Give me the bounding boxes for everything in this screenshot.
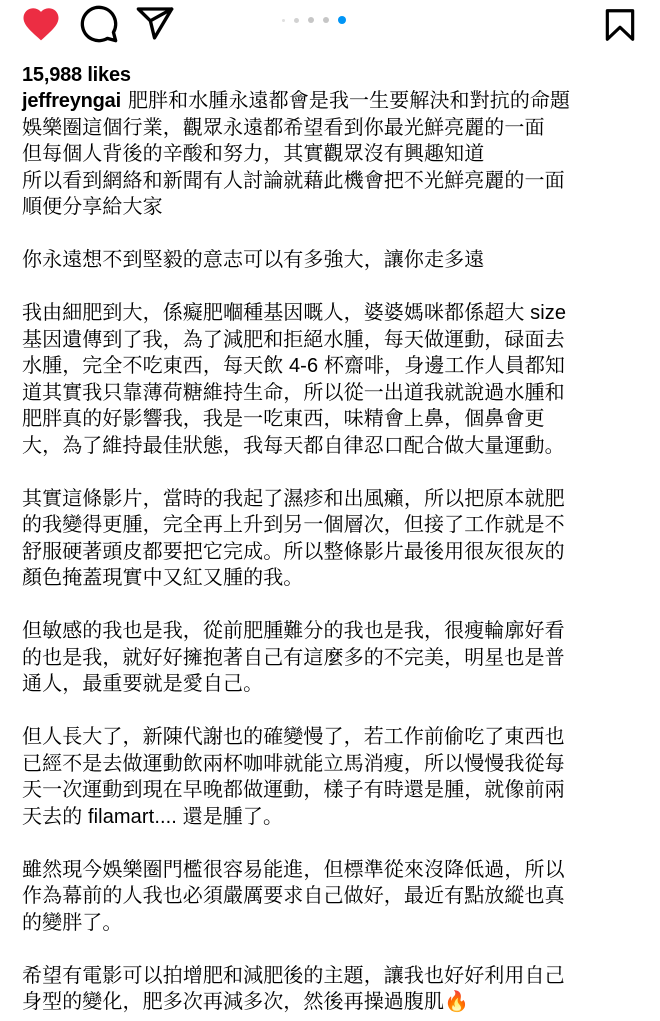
carousel-dot-4: [323, 17, 329, 23]
paragraph-gap: [22, 936, 640, 963]
paragraph-gap: [22, 592, 640, 619]
like-button[interactable]: [19, 3, 63, 45]
caption-line: 通人，最重要就是愛自己。: [22, 673, 264, 695]
caption-line: 舒服硬著頭皮都要把它完成。所以整條影片最後用很灰很灰的: [22, 540, 565, 563]
username-link[interactable]: jeffreyngai: [22, 90, 121, 112]
action-bar-left-icons: [19, 3, 175, 45]
caption-line: 但每個人背後的辛酸和努力，其實觀眾沒有興趣知道: [22, 143, 485, 165]
paragraph-gap: [22, 459, 640, 486]
caption-line: 順便分享給大家: [22, 196, 163, 218]
carousel-dot-2: [294, 18, 299, 23]
comment-button[interactable]: [79, 4, 119, 44]
caption-body: [22, 115, 640, 1016]
carousel-dot-3: [308, 17, 314, 23]
carousel-dot-5: [338, 16, 346, 24]
send-icon: [135, 4, 175, 44]
caption-line: 的我變得更腫，完全再上升到另一個層次，但接了工作就是不: [22, 514, 565, 536]
paragraph-gap: [22, 221, 640, 248]
caption-line: 雖然現今娛樂圈門檻很容易能進，但標準從來沒降低過，所以: [22, 858, 565, 881]
caption-line: 肥胖真的好影響我，我是一吃東西，味精會上鼻，個鼻會更: [22, 408, 545, 430]
caption-line: 顏色掩蓋現實中又紅又腫的我。: [22, 567, 304, 589]
caption-line: 基因遺傳到了我，為了減肥和拒絕水腫，每天做運動，碌面去: [22, 328, 565, 351]
likes-count[interactable]: 15,988 likes: [22, 64, 131, 86]
carousel-page-indicator: [282, 14, 346, 26]
post-caption: [22, 88, 640, 1016]
carousel-dot-1: [282, 19, 285, 22]
paragraph-gap: [22, 830, 640, 857]
caption-text: 肥胖和水腫永遠都會是我一生要解決和對抗的命題: [127, 90, 571, 112]
share-button[interactable]: [135, 4, 175, 44]
caption-line: 所以看到網絡和新聞有人討論就藉此機會把不光鮮亮麗的一面: [22, 169, 565, 192]
caption-line: 娛樂圈這個行業，觀眾永遠都希望看到你最光鮮亮麗的一面: [22, 116, 545, 139]
caption-line: 身型的變化，肥多次再減多次，然後再操過腹肌🔥: [22, 991, 470, 1013]
caption-line: 天一次運動到現在早晚都做運動，樣子有時還是腫，就像前兩: [22, 779, 565, 801]
comment-icon: [79, 4, 119, 44]
save-button[interactable]: [601, 6, 639, 44]
post-action-bar: [0, 0, 660, 50]
paragraph-gap: [22, 274, 640, 301]
caption-first-line: [22, 88, 640, 115]
caption-line: 希望有電影可以拍增肥和減肥後的主題，讓我也好好利用自己: [22, 964, 565, 987]
heart-icon: [19, 3, 63, 45]
caption-line: 大，為了維持最佳狀態，我每天都自律忍口配合做大量運動。: [22, 434, 565, 457]
caption-line: 已經不是去做運動飲兩杯咖啡就能立馬消瘦，所以慢慢我從每: [22, 752, 565, 775]
caption-line: 的也是我，就好好擁抱著自己有這麼多的不完美，明星也是普: [22, 646, 565, 669]
caption-line: 其實這條影片，當時的我起了濕疹和出風癩，所以把原本就肥: [22, 487, 565, 510]
caption-line: 我由細肥到大，係癡肥嗰種基因嘅人，婆婆媽咪都係超大 size: [22, 302, 567, 324]
caption-line: 作為幕前的人我也必須嚴厲要求自己做好，最近有點放縱也真: [22, 885, 565, 907]
caption-line: 道其實我只靠薄荷糖維持生命，所以從一出道我就說過水腫和: [22, 381, 565, 404]
caption-line: 但人長大了，新陳代謝也的確變慢了，若工作前偷吃了東西也: [22, 726, 565, 748]
caption-line: 你永遠想不到堅毅的意志可以有多強大，讓你走多遠: [22, 249, 485, 271]
paragraph-gap: [22, 698, 640, 725]
caption-line: 水腫，完全不吃東西，每天飲 4-6 杯齋啡，身邊工作人員都知: [22, 355, 566, 377]
bookmark-icon: [601, 6, 639, 44]
caption-line: 但敏感的我也是我，從前肥腫難分的我也是我，很瘦輪廓好看: [22, 620, 565, 642]
caption-line: 的變胖了。: [22, 911, 123, 934]
caption-line: 天去的 filamart.... 還是腫了。: [22, 805, 284, 828]
